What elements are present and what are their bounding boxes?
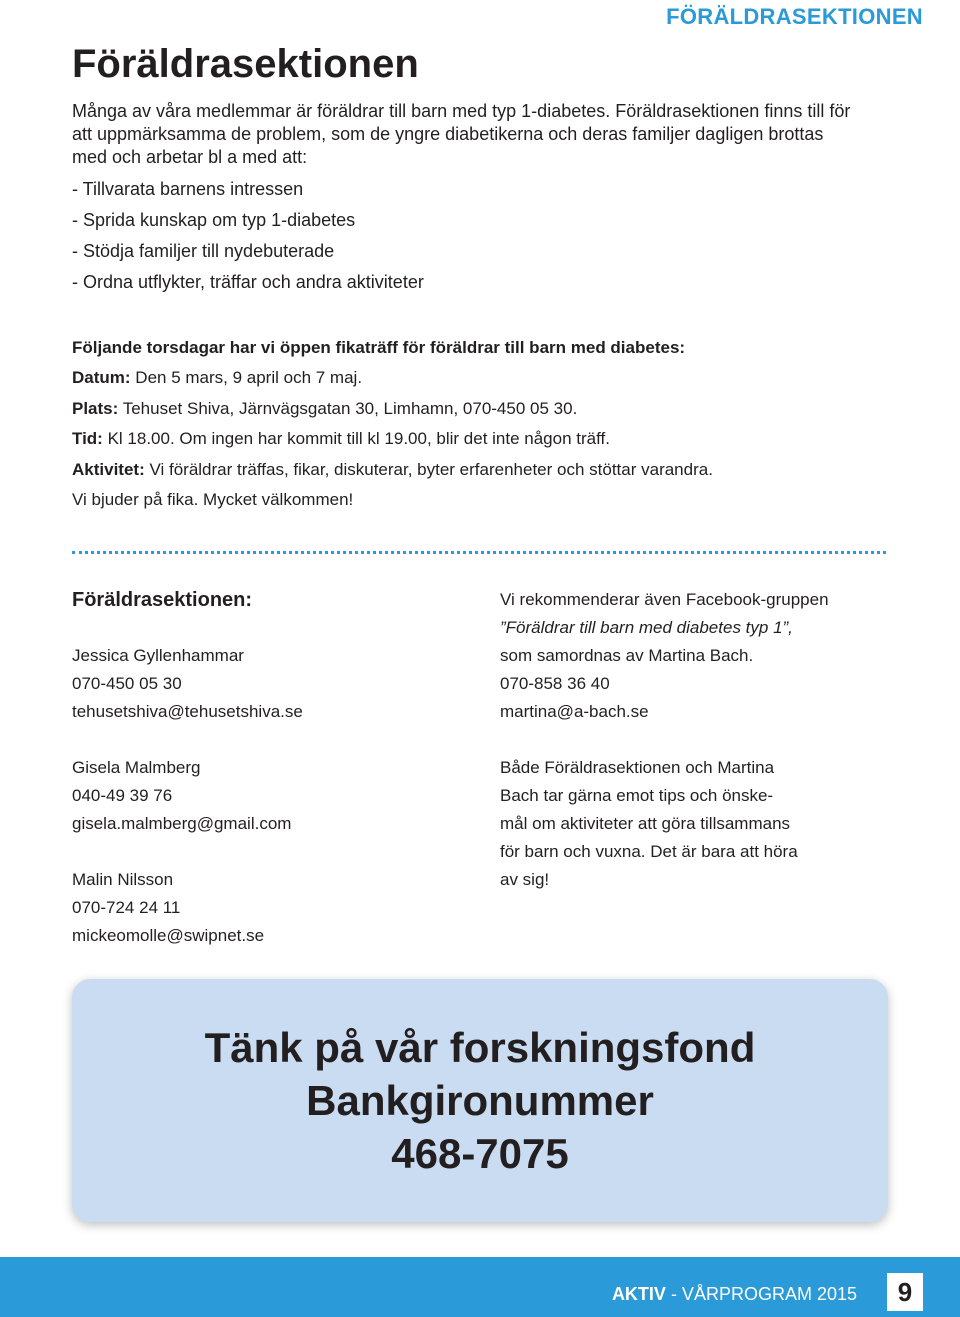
fund-bankgiro-label: Bankgironummer	[306, 1077, 654, 1124]
contacts-title: Föräldrasektionen:	[72, 589, 253, 611]
footer-bar	[0, 1257, 960, 1317]
list-item: - Stödja familjer till nydebuterade	[72, 241, 335, 261]
meeting-activity-label: Aktivitet:	[72, 459, 145, 479]
facebook-email[interactable]: martina@a-bach.se	[500, 702, 649, 721]
contact-email[interactable]: tehusetshiva@tehusetshiva.se	[72, 702, 303, 721]
meeting-place-label: Plats:	[72, 398, 119, 418]
contact-phone: 070-450 05 30	[72, 674, 182, 693]
meeting-date-value: Den 5 mars, 9 april och 7 maj.	[130, 368, 363, 387]
contacts-column	[72, 586, 452, 978]
meeting-info	[72, 333, 872, 516]
intro-paragraph: Många av våra medlemmar är föräldrar till barn med typ 1-diabetes. Föräldrasektionen finns till för att uppmärksamma de problem, som de yngre diabetikerna och deras familjer dagligen brottas med och arbetar bl a med att:	[72, 101, 851, 167]
contact-name: Gisela Malmberg	[72, 758, 201, 777]
tips-line: Bach tar gärna emot tips och önske-	[500, 786, 774, 805]
section-label: FÖRÄLDRASEKTIONEN	[666, 4, 923, 29]
contact-email[interactable]: mickeomolle@swipnet.se	[72, 926, 265, 945]
tips-line: mål om aktiviteter att göra tillsammans	[500, 814, 791, 833]
meeting-heading: Följande torsdagar har vi öppen fikaträff för föräldrar till barn med diabetes:	[72, 338, 686, 357]
fund-bankgiro-number: 468-7075	[391, 1130, 569, 1177]
contact-card	[72, 642, 452, 726]
footer-brand: AKTIV	[611, 1284, 666, 1304]
fund-headline: Tänk på vår forskningsfond	[204, 1024, 756, 1071]
tips-line: av sig!	[500, 870, 550, 889]
meeting-place	[72, 394, 872, 425]
contact-name: Malin Nilsson	[72, 870, 174, 889]
facebook-group-name: ”Föräldrar till barn med diabetes typ 1”,	[500, 618, 793, 637]
facebook-coordinator: som samordnas av Martina Bach.	[500, 646, 754, 665]
facebook-phone: 070-858 36 40	[500, 674, 610, 693]
contact-phone: 040-49 39 76	[72, 786, 173, 805]
contact-email[interactable]: gisela.malmberg@gmail.com	[72, 814, 292, 833]
research-fund-box	[72, 979, 888, 1222]
page-number: 9	[887, 1273, 923, 1311]
list-item: - Ordna utflykter, träffar och andra aktiviteter	[72, 272, 424, 292]
facebook-column	[500, 586, 900, 894]
page-title: Föräldrasektionen	[72, 42, 419, 86]
meeting-time-label: Tid:	[72, 429, 103, 449]
spacer	[500, 726, 900, 754]
contact-card	[72, 866, 452, 950]
meeting-time	[72, 424, 872, 455]
meeting-date	[72, 363, 872, 394]
list-item: - Tillvarata barnens intressen	[72, 179, 304, 199]
intro-bullet-list	[72, 174, 862, 298]
tips-line: Både Föräldrasektionen och Martina	[500, 758, 775, 777]
footer-program: - VÅRPROGRAM 2015	[665, 1284, 857, 1304]
meeting-closing: Vi bjuder på fika. Mycket välkommen!	[72, 490, 354, 510]
meeting-activity-value: Vi föräldrar träffas, fikar, diskuterar, byter erfarenheter och stöttar varandra.	[144, 459, 713, 479]
contact-name: Jessica Gyllenhammar	[72, 646, 244, 665]
meeting-activity	[72, 455, 872, 486]
facebook-intro: Vi rekommenderar även Facebook-gruppen	[500, 590, 829, 609]
tips-line: för barn och vuxna. Det är bara att höra	[500, 842, 798, 861]
list-item: - Sprida kunskap om typ 1-diabetes	[72, 210, 356, 230]
dotted-divider	[72, 551, 886, 554]
meeting-time-value: Kl 18.00. Om ingen har kommit till kl 19.00, blir det inte någon träff.	[102, 429, 610, 449]
contact-phone: 070-724 24 11	[72, 898, 181, 917]
contact-card	[72, 754, 452, 838]
intro-section	[72, 100, 862, 298]
meeting-date-label: Datum:	[72, 368, 131, 387]
footer-text	[612, 1284, 857, 1305]
meeting-place-value: Tehuset Shiva, Järnvägsgatan 30, Limhamn, 070-450 05 30.	[118, 398, 578, 418]
